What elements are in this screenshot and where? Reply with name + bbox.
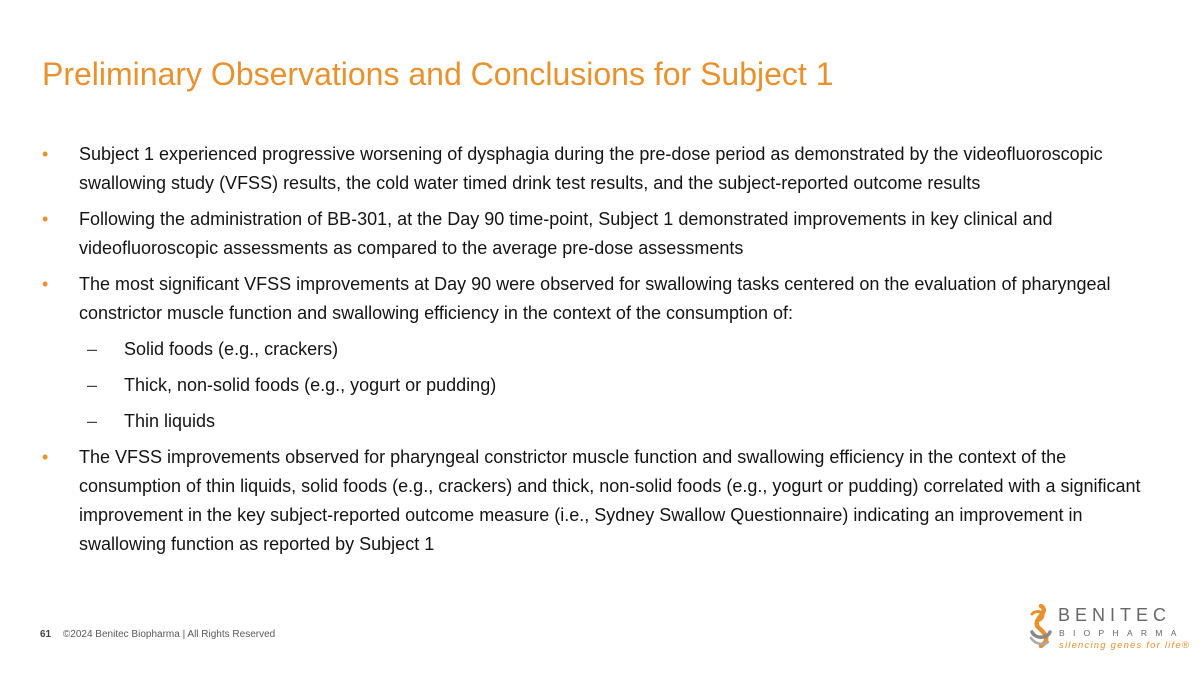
bullet-text: The most significant VFSS improvements at Day 90 were observed for swallowing tasks centered on the evaluation of pharyngeal constrictor muscle function and swallowing efficiency in the context of the consumption of:: [79, 274, 1111, 323]
sub-bullet-text: Thick, non-solid foods (e.g., yogurt or pudding): [124, 375, 497, 395]
benitec-dna-swirl-icon: [1026, 604, 1056, 648]
page-number: 61: [40, 629, 52, 640]
logo-subtitle: BIOPHARMA: [1059, 628, 1185, 638]
slide-footer: [40, 629, 275, 640]
dash-marker: –: [87, 339, 98, 359]
sub-bullet-text: Solid foods (e.g., crackers): [124, 339, 339, 359]
bullet-marker: •: [42, 144, 49, 164]
copyright-text: ©2024 Benitec Biopharma | All Rights Reserved: [62, 629, 276, 640]
bullet-item: [42, 270, 1162, 328]
bullet-marker: •: [42, 209, 49, 229]
sub-bullet-text: Thin liquids: [124, 411, 216, 431]
bullet-item: [42, 205, 1162, 263]
logo-tagline: silencing genes for life®: [1059, 640, 1190, 651]
dash-marker: –: [87, 411, 98, 431]
sub-bullet-item: [42, 335, 1162, 364]
bullet-item: [42, 140, 1162, 198]
sub-bullet-item: [42, 371, 1162, 400]
dash-marker: –: [87, 375, 98, 395]
slide-title: Preliminary Observations and Conclusions for Subject 1: [42, 56, 834, 92]
logo-wordmark: BENITEC: [1058, 605, 1172, 625]
bullet-text: The VFSS improvements observed for pharyngeal constrictor muscle function and swallowing efficiency in the context of the consumption of thin liquids, solid foods (e.g., crackers) and thick, non-solid foods (e.g., yogurt or pudding) correlated with a significant improvement in the key subject-reported outcome measure (i.e., Sydney Swallow Questionnaire) indicating an improvement in swallowing function as reported by Subject 1: [79, 447, 1141, 554]
bullet-marker: •: [42, 274, 49, 294]
benitec-logo: [1026, 604, 1190, 656]
bullet-text: Following the administration of BB-301, at the Day 90 time-point, Subject 1 demonstrated improvements in key clinical and videofluoroscopic assessments as compared to the average pre-dose assessments: [79, 209, 1053, 258]
bullet-item: [42, 443, 1162, 559]
bullet-marker: •: [42, 447, 49, 467]
sub-bullet-item: [42, 407, 1162, 436]
bullet-list: [42, 140, 1162, 566]
bullet-text: Subject 1 experienced progressive worsening of dysphagia during the pre-dose period as demonstrated by the videofluoroscopic swallowing study (VFSS) results, the cold water timed drink test results, and the subject-reported outcome results: [79, 144, 1103, 193]
